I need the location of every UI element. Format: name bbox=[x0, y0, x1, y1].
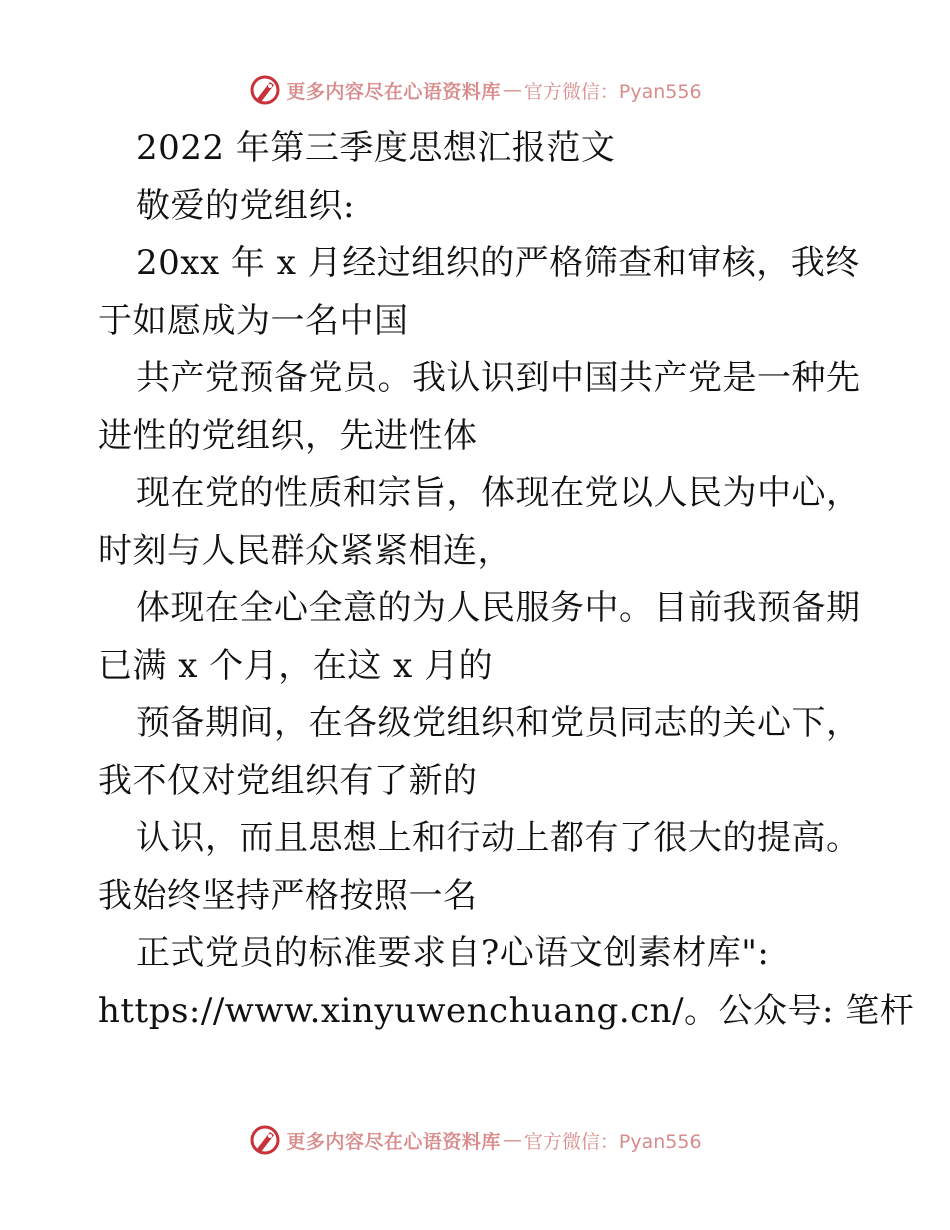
paragraph-line: 于如愿成为一名中国 bbox=[98, 300, 409, 341]
paragraph-line: 现在党的性质和宗旨，体现在党以人民为中心， bbox=[136, 473, 861, 513]
paragraph-line: 认识，而且思想上和行动上都有了很大的提高。 bbox=[136, 818, 861, 858]
paragraph-line: 进性的党组织，先进性体 bbox=[98, 415, 478, 456]
banner-wechat: 官方微信：Pyan556 bbox=[523, 1130, 702, 1153]
paragraph-line: 体现在全心全意的为人民服务中。目前我预备期 bbox=[136, 588, 861, 628]
banner-dash: — bbox=[502, 1129, 522, 1151]
pen-nib-logo-icon bbox=[248, 1123, 282, 1157]
paragraph-line: 正式党员的标准要求自?心语文创素材库": bbox=[136, 933, 770, 973]
paragraph-line: 我始终坚持严格按照一名 bbox=[98, 875, 478, 916]
paragraph-line: 共产党预备党员。我认识到中国共产党是一种先 bbox=[136, 358, 861, 398]
document-title: 2022 年第三季度思想汇报范文 bbox=[136, 128, 616, 168]
paragraph-line: 已满 x 个月，在这 x 月的 bbox=[98, 645, 494, 686]
banner-wechat: 官方微信：Pyan556 bbox=[523, 80, 702, 103]
header-banner bbox=[0, 70, 950, 110]
paragraph-line: 时刻与人民群众紧紧相连， bbox=[98, 530, 512, 571]
paragraph-line: 预备期间，在各级党组织和党员同志的关心下， bbox=[136, 703, 861, 743]
footer-banner bbox=[0, 1120, 950, 1160]
document-body bbox=[98, 120, 915, 1040]
banner-slogan: 更多内容尽在心语资料库 bbox=[286, 1130, 501, 1153]
salutation: 敬爱的党组织: bbox=[136, 185, 355, 226]
banner-dash: — bbox=[502, 79, 522, 101]
paragraph-line: 我不仅对党组织有了新的 bbox=[98, 760, 478, 801]
paragraph-line: 20xx 年 x 月经过组织的严格筛查和审核，我终 bbox=[136, 243, 860, 283]
pen-nib-logo-icon bbox=[248, 73, 282, 107]
banner-slogan: 更多内容尽在心语资料库 bbox=[286, 80, 501, 103]
url-line: https://www.xinyuwenchuang.cn/。公众号: 笔杆 bbox=[98, 990, 915, 1031]
